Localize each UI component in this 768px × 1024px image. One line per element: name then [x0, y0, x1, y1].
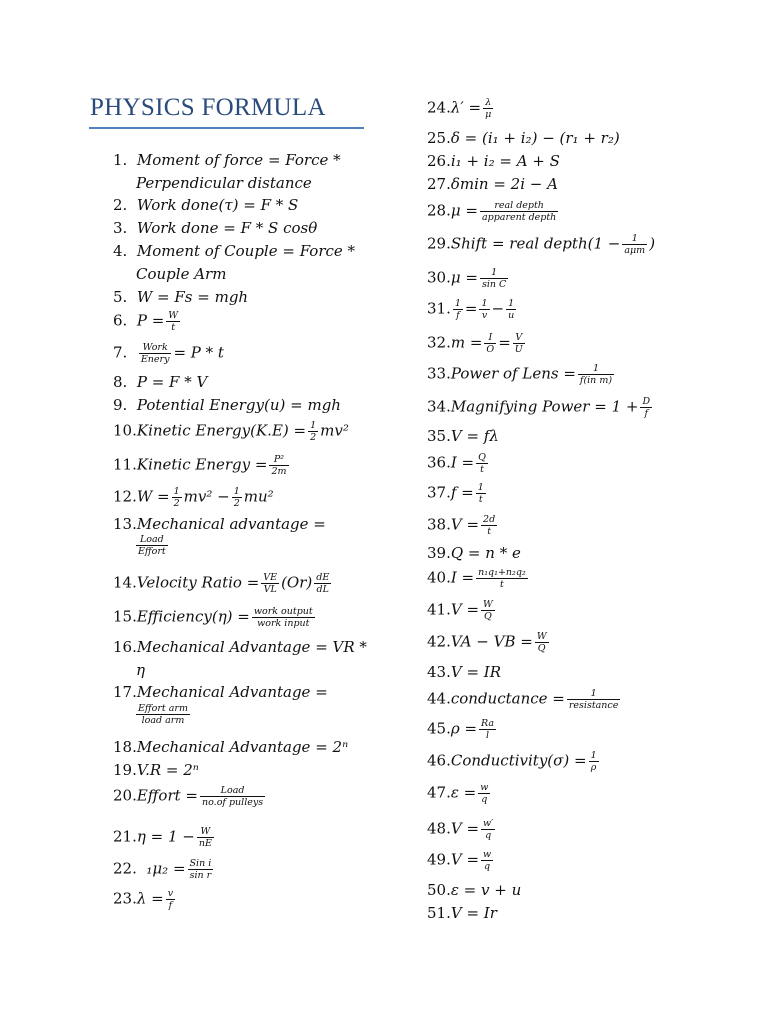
formula-21: 21.η = 1 − $\frac{W}{nE}$	[113, 826, 212, 849]
formula-23: 23.λ = $\frac{v}{f}$	[113, 888, 174, 911]
formula-16: 16.Mechanical Advantage = VR *	[113, 638, 367, 656]
formula-15: 15.Efficiency(η) = work output work input	[113, 606, 313, 629]
formula-47: 47.ε = $\frac{w}{q}$	[427, 782, 489, 805]
formula-4: 4. Moment of Couple = Force *	[113, 242, 356, 260]
formula-17-cont: Effort arm load arm	[138, 703, 188, 726]
formula-49: 49.V = $\frac{w}{q}$	[427, 849, 492, 872]
formula-38: 38.V = $\frac{2d}{t}$	[427, 514, 496, 537]
formula-32: 32.m = $\frac{I}{O}$ = $\frac{V}{U}$	[427, 332, 523, 355]
formula-6: 6. P = $\frac{W}{t}$	[113, 310, 179, 333]
formula-27: 27.δmin = 2i − A	[427, 175, 558, 193]
formula-13: 13.Mechanical advantage =	[113, 515, 326, 533]
formula-42: 42.VA − VB = $\frac{W}{Q}$	[427, 631, 547, 654]
formula-34: 34.Magnifying Power = 1 + $\frac{D}{f}$	[427, 396, 651, 419]
formula-16-cont: η	[136, 661, 145, 679]
formula-39: 39.Q = n * e	[427, 544, 521, 562]
formula-29: 29.Shift = real depth(1 − 1 aμm )	[427, 233, 656, 256]
formula-24: 24.λ′ = $\frac{\lambda}{\mu}$	[427, 97, 492, 120]
formula-3: 3. Work done = F * S cosθ	[113, 219, 318, 237]
formula-1-cont: Perpendicular distance	[136, 174, 312, 192]
formula-11: 11.Kinetic Energy = $\frac{\text{P²}}{2m}$	[113, 454, 287, 477]
formula-45: 45.ρ = $\frac{Ra}{l}$	[427, 718, 495, 741]
formula-20: 20.Effort = Load no.of pulleys	[113, 785, 264, 808]
formula-50: 50.ε = v + u	[427, 881, 522, 899]
formula-48: 48.V = $\frac{w'}{q}$	[427, 818, 494, 841]
formula-36: 36.I = $\frac{Q}{t}$	[427, 452, 486, 475]
formula-18: 18.Mechanical Advantage = 2ⁿ	[113, 738, 349, 756]
formula-19: 19.V.R = 2ⁿ	[113, 761, 199, 779]
formula-7: 7. Work Enery = P * t	[113, 342, 224, 365]
formula-10: 10.Kinetic Energy(K.E) = $\frac{1}{2}$ mv²	[113, 420, 349, 443]
formula-4-cont: Couple Arm	[136, 265, 227, 283]
formula-13-cont: Load Effort	[138, 534, 166, 557]
formula-31: 31. $\frac{1}{f}$ = $\frac{1}{v}$ − $\frac{1}{u}$	[427, 298, 515, 321]
formula-28: 28.μ = real depth apparent depth	[427, 200, 557, 223]
formula-8: 8. P = F * V	[113, 373, 208, 391]
formula-26: 26.i₁ + i₂ = A + S	[427, 152, 560, 170]
formula-41: 41.V = $\frac{W}{Q}$	[427, 599, 493, 622]
formula-17: 17.Mechanical Advantage =	[113, 683, 328, 701]
formula-44: 44.conductance = 1 resistance	[427, 688, 619, 711]
formula-25: 25.δ = (i₁ + i₂) − (r₁ + r₂)	[427, 129, 620, 147]
formula-46: 46.Conductivity(σ) = $\frac{1}{\rho}$	[427, 750, 597, 773]
formula-22: 22. ₁μ₂ = Sin i sin r	[113, 858, 212, 881]
formula-51: 51.V = Ir	[427, 904, 497, 922]
title-underline	[89, 127, 364, 129]
formula-30: 30.μ = $\frac{1}{\text{sin C}}$	[427, 267, 507, 290]
formula-40: 40.I = $\frac{\text{n₁q₁+n₂q₂}}{t}$	[427, 567, 526, 590]
formula-5: 5. W = Fs = mgh	[113, 288, 249, 306]
page-title: PHYSICS FORMULA	[90, 94, 326, 121]
formula-43: 43.V = IR	[427, 663, 502, 681]
formula-12: 12.W = $\frac{1}{2}$ mv² − $\frac{1}{2}$ mu²	[113, 486, 274, 509]
formula-35: 35.V = fλ	[427, 427, 499, 445]
formula-33: 33.Power of Lens = $\frac{1}{\text{f(in m)}}$	[427, 363, 613, 386]
formula-9: 9. Potential Energy(u) = mgh	[113, 396, 341, 414]
formula-2: 2. Work done(τ) = F * S	[113, 196, 299, 214]
formula-14: 14.Velocity Ratio = $\frac{VE}{VL}$ (Or) $\frac{dE}{dL}$	[113, 572, 330, 595]
formula-1: 1. Moment of force = Force *	[113, 151, 341, 169]
formula-37: 37.f = $\frac{1}{t}$	[427, 482, 484, 505]
